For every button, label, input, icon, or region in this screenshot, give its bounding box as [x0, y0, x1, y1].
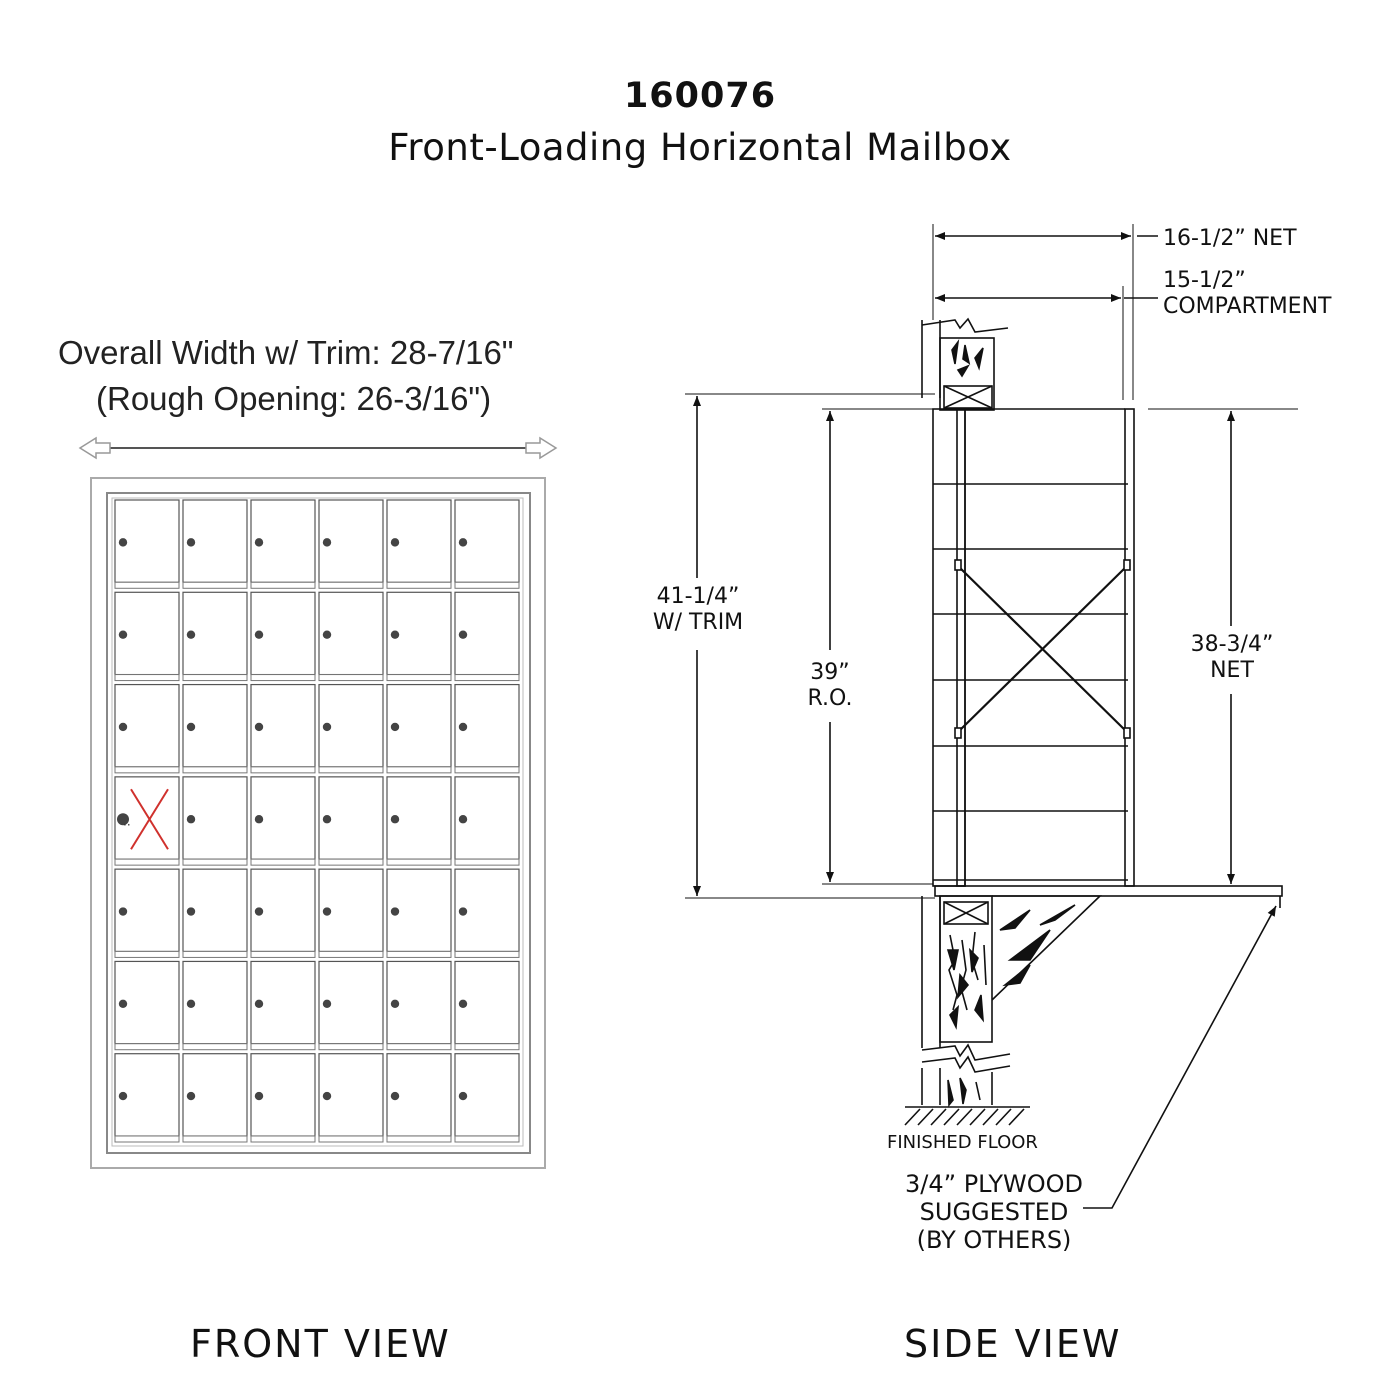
door-hinge-strip: [387, 1136, 451, 1142]
plywood-shelf: [935, 886, 1282, 896]
door-hinge-strip: [183, 859, 247, 865]
door-hinge-strip: [183, 951, 247, 957]
lock-icon: [187, 1092, 195, 1100]
upper-wall-stud: [922, 319, 1008, 410]
door-hinge-strip: [183, 767, 247, 773]
lock-icon: [323, 815, 331, 823]
plywood-label-3: (BY OTHERS): [916, 1226, 1072, 1254]
lock-icon: [459, 1000, 467, 1008]
lock-icon: [255, 815, 263, 823]
door-hinge-strip: [319, 951, 383, 957]
plywood-leader: [1083, 906, 1276, 1208]
height-dimension-ro: [822, 409, 933, 884]
door-hinge-strip: [251, 675, 315, 681]
lock-icon: [255, 723, 263, 731]
net-height-label-1: 38-3/4”: [1190, 632, 1274, 657]
door-hinge-strip: [455, 859, 519, 865]
lock-icon: [459, 723, 467, 731]
lock-icon: [255, 630, 263, 638]
door-hinge-strip: [251, 951, 315, 957]
finished-floor-line: [905, 1107, 1030, 1125]
lock-icon: [459, 907, 467, 915]
door-hinge-strip: [251, 767, 315, 773]
overall-width-label: Overall Width w/ Trim: 28-7/16": [58, 334, 514, 371]
door-hinge-strip: [251, 1136, 315, 1142]
door-hinge-strip: [251, 859, 315, 865]
lock-icon: [255, 538, 263, 546]
lock-icon: [391, 1000, 399, 1008]
front-view-caption: FRONT VIEW: [190, 1322, 451, 1366]
ro-height-label-1: 39”: [810, 660, 850, 685]
lock-icon: [323, 1000, 331, 1008]
lock-icon: [391, 723, 399, 731]
door-hinge-strip: [183, 1136, 247, 1142]
door-hinge-strip: [319, 1044, 383, 1050]
door-hinge-strip: [183, 675, 247, 681]
door-hinge-strip: [183, 582, 247, 588]
lock-icon: [187, 815, 195, 823]
lock-icon: [323, 1092, 331, 1100]
lock-icon: [255, 1092, 263, 1100]
door-hinge-strip: [455, 951, 519, 957]
lock-icon: [459, 815, 467, 823]
side-view-caption: SIDE VIEW: [904, 1322, 1122, 1366]
door-hinge-strip: [115, 1044, 179, 1050]
lower-wall-stud: [922, 896, 1100, 1105]
model-number: 160076: [623, 76, 777, 116]
lock-icon: [187, 630, 195, 638]
lock-icon: [323, 538, 331, 546]
door-hinge-strip: [115, 951, 179, 957]
door-hinge-strip: [183, 1044, 247, 1050]
door-hinge-strip: [387, 582, 451, 588]
plywood-label-2: SUGGESTED: [919, 1198, 1069, 1226]
door-hinge-strip: [251, 1044, 315, 1050]
lock-icon: [187, 538, 195, 546]
door-hinge-strip: [455, 1044, 519, 1050]
lock-icon: [119, 630, 127, 638]
lock-icon: [255, 907, 263, 915]
net-depth-label: 16-1/2” NET: [1163, 226, 1297, 251]
finished-floor-label: FINISHED FLOOR: [887, 1132, 1038, 1153]
door-hinge-strip: [115, 767, 179, 773]
lock-icon: [187, 1000, 195, 1008]
plywood-label-1: 3/4” PLYWOOD: [905, 1170, 1083, 1198]
lock-icon: [187, 907, 195, 915]
lock-icon: [391, 538, 399, 546]
door-hinge-strip: [455, 675, 519, 681]
lock-icon: [119, 907, 127, 915]
compartment-depth-label-2: COMPARTMENT: [1163, 294, 1332, 319]
lock-icon: [459, 630, 467, 638]
lock-icon: [391, 1092, 399, 1100]
door-hinge-strip: [455, 767, 519, 773]
net-height-label-2: NET: [1210, 658, 1254, 683]
lock-icon: [323, 630, 331, 638]
lock-icon: [323, 907, 331, 915]
product-title: Front-Loading Horizontal Mailbox: [388, 126, 1012, 169]
lock-icon: [391, 630, 399, 638]
door-hinge-strip: [387, 675, 451, 681]
door-hinge-strip: [115, 582, 179, 588]
lock-icon: [391, 907, 399, 915]
door-hinge-strip: [319, 1136, 383, 1142]
door-hinge-strip: [319, 675, 383, 681]
door-hinge-strip: [319, 859, 383, 865]
door-hinge-strip: [455, 582, 519, 588]
lock-icon: [119, 538, 127, 546]
door-hinge-strip: [455, 1136, 519, 1142]
front-view: [80, 438, 556, 1168]
width-dimension-arrow: [80, 438, 556, 458]
trim-height-label-1: 41-1/4”: [656, 584, 740, 609]
lock-icon: [391, 815, 399, 823]
door-hinge-strip: [251, 582, 315, 588]
height-dimension-trim: [685, 394, 935, 898]
lock-icon: [459, 1092, 467, 1100]
lock-icon: [119, 1092, 127, 1100]
lock-icon: [459, 538, 467, 546]
rough-opening-label: (Rough Opening: 26-3/16"): [96, 380, 492, 417]
lock-icon: [323, 723, 331, 731]
door-hinge-strip: [319, 767, 383, 773]
ro-height-label-2: R.O.: [807, 686, 853, 711]
compartment-depth-label-1: 15-1/2”: [1163, 268, 1246, 293]
keyhole-dots-icon: ··: [123, 818, 131, 833]
lock-icon: [255, 1000, 263, 1008]
lock-icon: [187, 723, 195, 731]
lock-icon: [119, 1000, 127, 1008]
door-hinge-strip: [115, 675, 179, 681]
door-hinge-strip: [387, 767, 451, 773]
door-hinge-strip: [387, 951, 451, 957]
mailbox-body: [933, 409, 1134, 886]
door-hinge-strip: [115, 1136, 179, 1142]
door-hinge-strip: [115, 859, 179, 865]
trim-height-label-2: W/ TRIM: [652, 610, 744, 635]
lock-icon: [119, 723, 127, 731]
side-view: [685, 224, 1298, 1208]
door-hinge-strip: [387, 859, 451, 865]
door-hinge-strip: [387, 1044, 451, 1050]
door-hinge-strip: [319, 582, 383, 588]
